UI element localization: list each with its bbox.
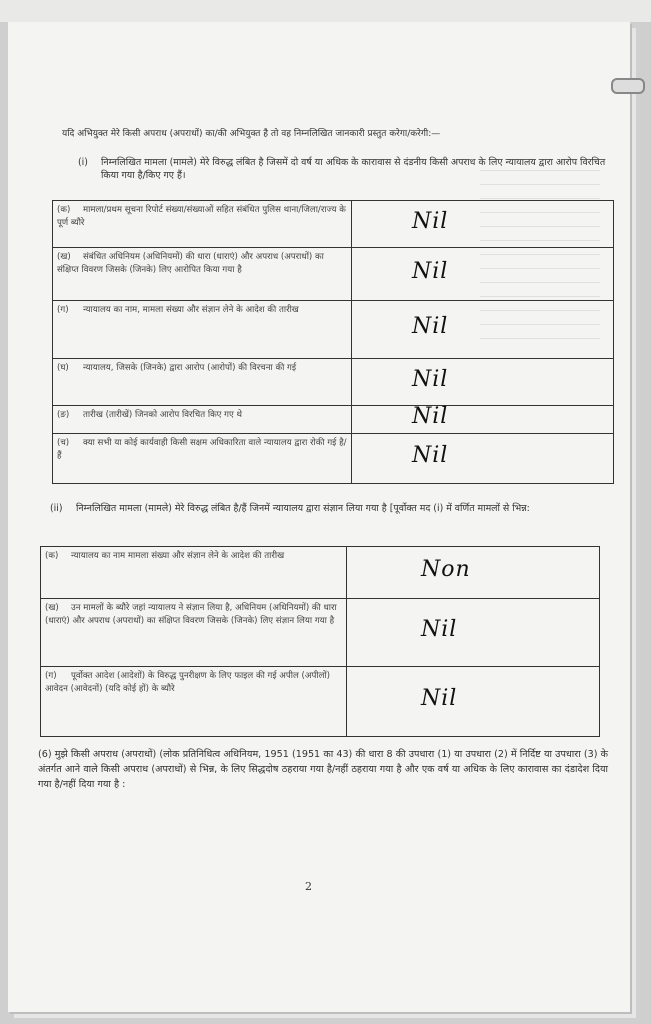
row-label: न्यायालय, जिसके (जिनके) द्वारा आरोप (आरोपों) की विरचना की गई — [83, 363, 297, 373]
table-row — [41, 547, 600, 599]
row-marker: (ग) — [57, 305, 69, 315]
row-marker: (ग) — [45, 671, 57, 681]
row-marker: (घ) — [57, 363, 69, 373]
page-number: 2 — [305, 880, 312, 893]
row-label: न्यायालय का नाम, मामला संख्या और संज्ञान लेने के आदेश की तारीख — [83, 305, 299, 315]
handwritten-value: Nil — [421, 617, 458, 643]
section-ii-marker: (ii) — [50, 503, 63, 514]
table-row — [41, 599, 600, 667]
section-i-table — [52, 200, 614, 484]
underlying-page-edge — [0, 0, 651, 22]
row-marker: (ङ) — [57, 410, 70, 420]
row-marker: (क) — [45, 551, 59, 561]
section-ii-text: निम्नलिखित मामला (मामले) मेरे विरुद्ध लंबित है/हैं जिनमें न्यायालय द्वारा संज्ञान लिया गया है [पूर्वोक्त मद (i) में वर्णित मामलों से भिन्न: — [76, 503, 530, 514]
handwritten-value: Nil — [412, 208, 449, 234]
row-marker: (च) — [57, 438, 70, 448]
intro-text: यदि अभियुक्त मेरे किसी अपराध (अपराधों) का/की अभियुक्त है तो वह निम्नलिखित जानकारी प्रस्तुत करेगा/करेगी:— — [62, 129, 441, 139]
table-row — [53, 201, 614, 248]
row-label: तारीख (तारीखें) जिनको आरोप विरचित किए गए थे — [83, 410, 242, 420]
handwritten-value: Nil — [412, 404, 449, 430]
row-label: पूर्वोक्त आदेश (आदेशों) के विरुद्ध पुनरीक्षण के लिए फाइल की गई अपील (अपीलों) आवेदन (आवेदनों) (यदि कोई हों) के ब्यौरे — [45, 671, 330, 694]
row-marker: (ख) — [45, 603, 59, 613]
table-row — [53, 434, 614, 484]
row-label: मामला/प्रथम सूचना रिपोर्ट संख्या/संख्याओं सहित संबंधित पुलिस थाना/जिला/राज्य के पूर्ण ब्यौरे — [57, 205, 346, 228]
table-row — [53, 359, 614, 406]
table-row — [41, 667, 600, 737]
row-label: न्यायालय का नाम मामला संख्या और संज्ञान लेने के आदेश की तारीख — [71, 551, 285, 561]
paper-clip-icon — [611, 78, 645, 94]
row-marker: (ख) — [57, 252, 71, 262]
row-label: उन मामलों के ब्यौरे जहां न्यायालय ने संज्ञान लिया है, अधिनियम (अधिनियमों) की धारा (धाराएं) और अपराध (अपराधों) का संक्षिप्त विवरण जिसके (जिनके) लिए संज्ञान लिया गया है — [45, 603, 337, 626]
table-row — [53, 301, 614, 359]
table-row — [53, 248, 614, 301]
section-i-marker: (i) — [78, 157, 88, 168]
section-ii-table — [40, 546, 600, 737]
table-row — [53, 406, 614, 434]
handwritten-value: Nil — [412, 443, 449, 469]
handwritten-value: Nil — [412, 366, 449, 392]
handwritten-value: Nil — [421, 686, 458, 712]
row-label: संबंधित अधिनियम (अधिनियमों) की धारा (धाराएं) और अपराध (अपराधों) का संक्षिप्त विवरण जिसके (जिनके) लिए आरोपित किया गया है — [57, 252, 324, 275]
handwritten-value: Nil — [412, 258, 449, 284]
section-i-text: निम्नलिखित मामला (मामले) मेरे विरुद्ध लंबित है जिसमें दो वर्ष या अधिक के कारावास से दंडनीय किसी अपराध के लिए न्यायालय द्वारा आरोप विरचित किया गया है/किए गए हैं। — [101, 157, 606, 181]
handwritten-value: Nil — [412, 314, 449, 340]
handwritten-value: Non — [421, 557, 471, 583]
row-marker: (क) — [57, 205, 71, 215]
row-label: क्या सभी या कोई कार्यवाही किसी सक्षम अधिकारिता वाले न्यायालय द्वारा रोकी गई है/हैं — [57, 438, 347, 461]
section-6-text: (6) मुझे किसी अपराध (अपराधों) (लोक प्रतिनिधित्व अधिनियम, 1951 (1951 का 43) की धारा 8 की उपधारा (1) या उपधारा (2) में निर्दिष्ट या उपधारा (3) के अंतर्गत आने वाले किसी अपराध (अपराधों) से भिन्न, के लिए सिद्धदोष ठहराया गया है/नहीं ठहराया गया है और एक वर्ष या अधिक के लिए कारावास का दंडादेश दिया गया है/नहीं दिया गया है : — [38, 749, 608, 790]
